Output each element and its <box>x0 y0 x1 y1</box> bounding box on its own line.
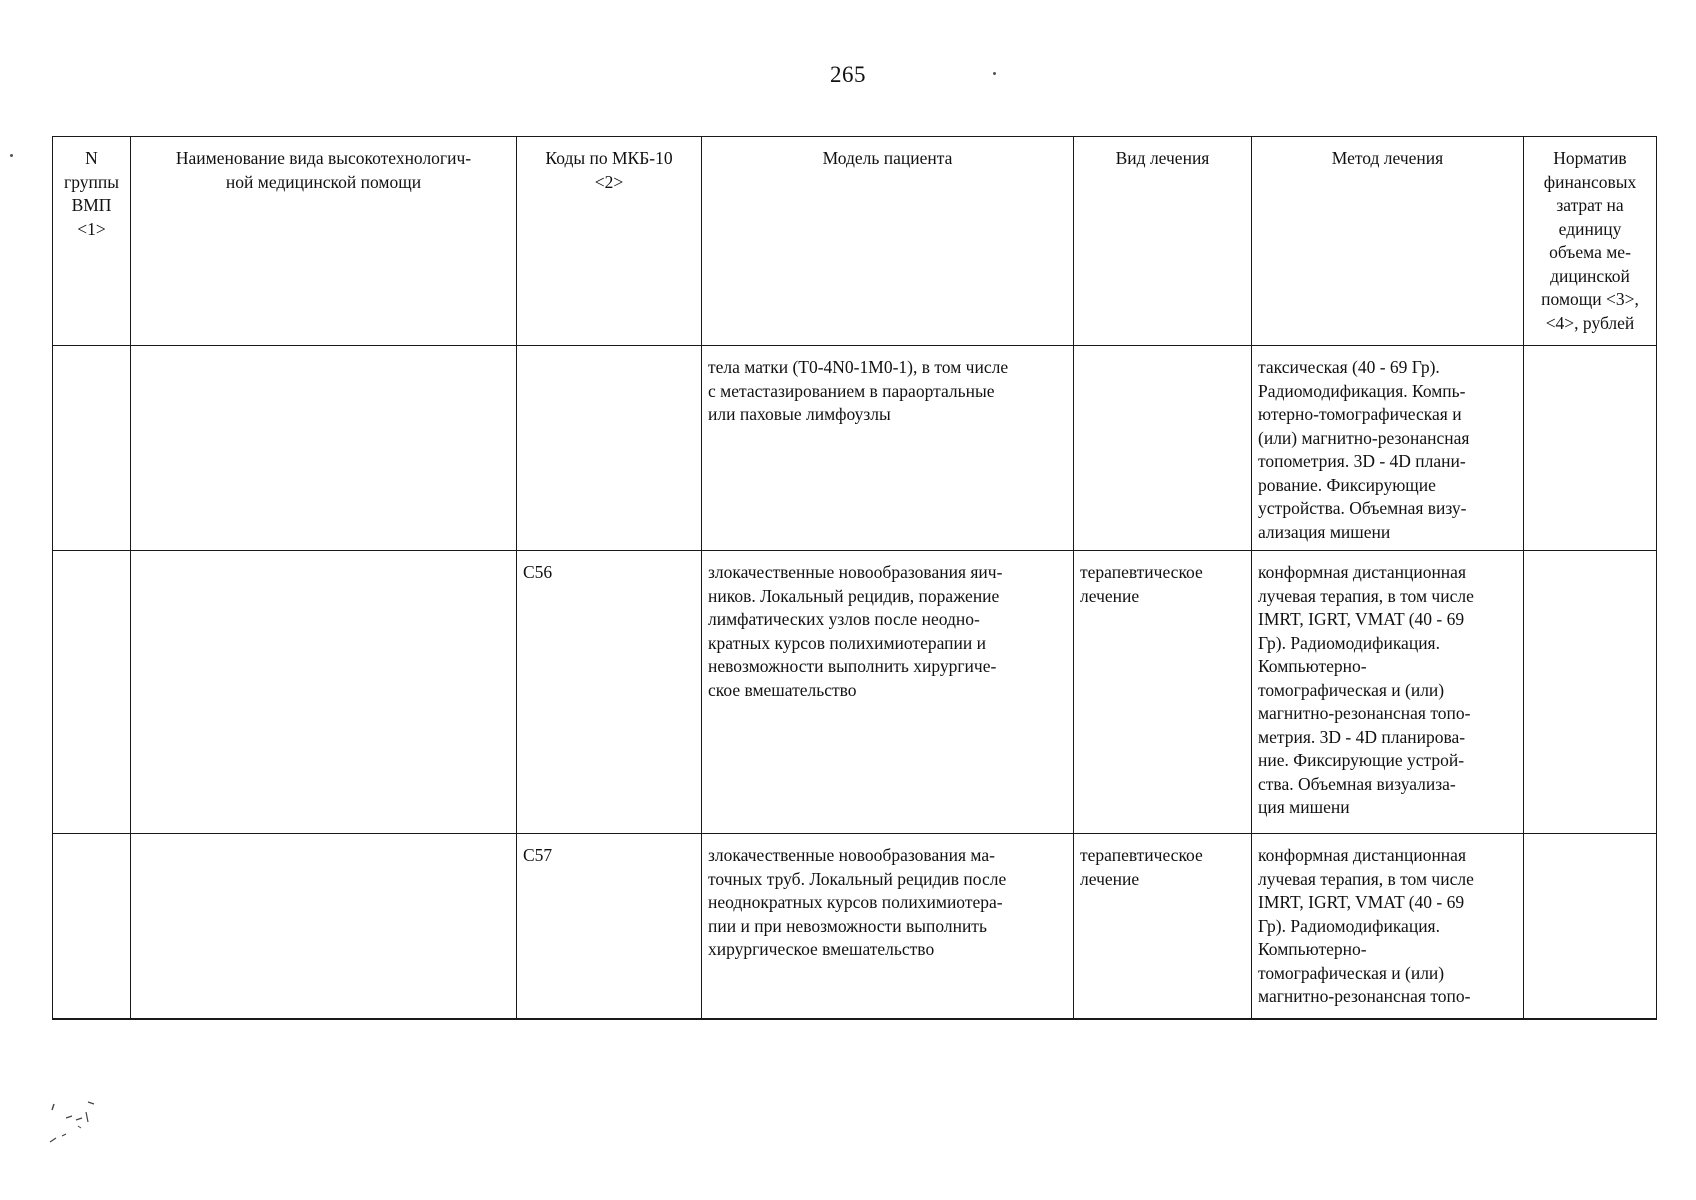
cell-group-number <box>53 551 131 834</box>
cell-care-type-name <box>131 834 517 1020</box>
header-cost-standard: Норматив финансовых затрат на единицу объема ме- дицинской помощи <3>, <4>, рублей <box>1524 137 1657 346</box>
cell-icd-codes: C56 <box>517 551 702 834</box>
scan-artifact-mark <box>48 1098 118 1158</box>
cell-cost-standard <box>1524 834 1657 1020</box>
table-body <box>53 346 1657 1020</box>
header-patient-model: Модель пациента <box>702 137 1074 346</box>
cell-icd-codes: C57 <box>517 834 702 1020</box>
scan-speck <box>993 72 996 75</box>
header-care-type-name: Наименование вида высокотехнологич- ной медицинской помощи <box>131 137 517 346</box>
table-row <box>53 551 1657 834</box>
page-number: 265 <box>830 62 866 87</box>
cell-patient-model: злокачественные новообразования ма- точных труб. Локальный рецидив после неоднократных курсов полихимиотера- пии и при невозможности выполнить хирургическое вмешательство <box>702 834 1074 1020</box>
cell-icd-codes <box>517 346 702 551</box>
header-treatment-method: Метод лечения <box>1252 137 1524 346</box>
cell-treatment-type: терапевтическое лечение <box>1074 551 1252 834</box>
cell-group-number <box>53 346 131 551</box>
scan-speck <box>10 154 13 157</box>
treatment-table <box>52 136 1657 1020</box>
cell-cost-standard <box>1524 551 1657 834</box>
cell-treatment-method: конформная дистанционная лучевая терапия, в том числе IMRT, IGRT, VMAT (40 - 69 Гр). Радиомодификация. Компьютерно- томографическая и (или) магнитно-резонансная топо- метрия. 3D - 4D планирова- ние. Фиксирующие устрой- ства. Объемная визуализа- ция мишени <box>1252 551 1524 834</box>
cell-group-number <box>53 834 131 1020</box>
table-header <box>53 137 1657 346</box>
cell-cost-standard <box>1524 346 1657 551</box>
cell-treatment-method: таксическая (40 - 69 Гр). Радиомодификация. Компь- ютерно-томографическая и (или) магнитно-резонансная топометрия. 3D - 4D плани- рование. Фиксирующие устройства. Объемная визу- ализация мишени <box>1252 346 1524 551</box>
header-group-number: N группы ВМП <1> <box>53 137 131 346</box>
cell-care-type-name <box>131 551 517 834</box>
cell-treatment-method: конформная дистанционная лучевая терапия, в том числе IMRT, IGRT, VMAT (40 - 69 Гр). Радиомодификация. Компьютерно- томографическая и (или) магнитно-резонансная топо- <box>1252 834 1524 1020</box>
cell-treatment-type: терапевтическое лечение <box>1074 834 1252 1020</box>
table-row <box>53 834 1657 1020</box>
header-treatment-type: Вид лечения <box>1074 137 1252 346</box>
header-row <box>53 137 1657 346</box>
cell-patient-model: злокачественные новообразования яич- ников. Локальный рецидив, поражение лимфатических узлов после неодно- кратных курсов полихимиотерапии и невозможности выполнить хирургиче- ское вмешательство <box>702 551 1074 834</box>
cell-patient-model: тела матки (T0-4N0-1M0-1), в том числе с метастазированием в параортальные или паховые лимфоузлы <box>702 346 1074 551</box>
table-row <box>53 346 1657 551</box>
header-icd-codes: Коды по МКБ-10 <2> <box>517 137 702 346</box>
cell-care-type-name <box>131 346 517 551</box>
cell-treatment-type <box>1074 346 1252 551</box>
